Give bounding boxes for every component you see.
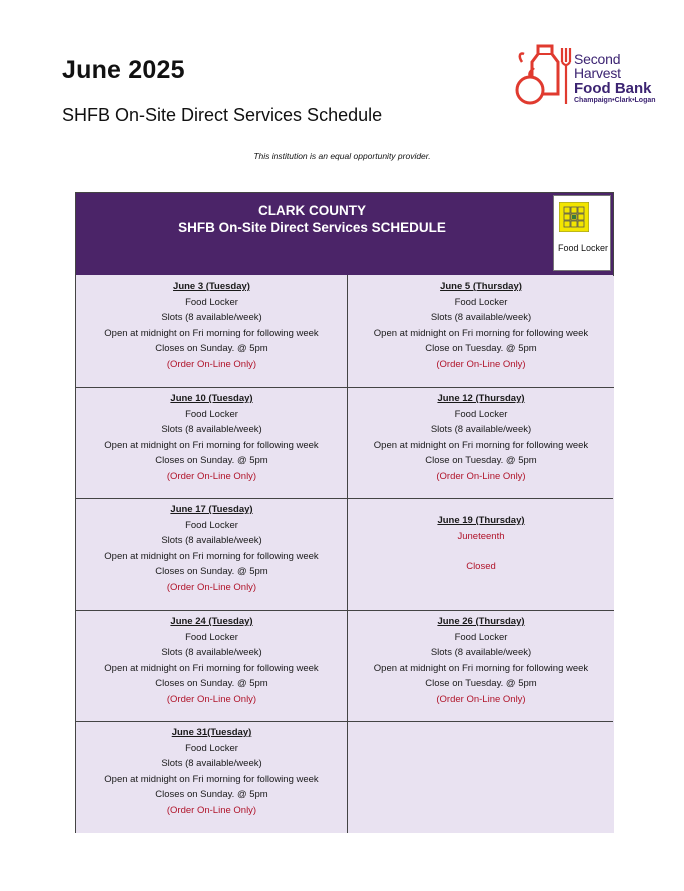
column-divider xyxy=(347,275,348,832)
logo-line-food-bank: Food Bank xyxy=(574,80,652,97)
schedule-line: Open at midnight on Fri morning for following week xyxy=(104,662,319,674)
schedule-line: Open at midnight on Fri morning for following week xyxy=(104,550,319,562)
order-online-note: (Order On-Line Only) xyxy=(436,470,526,482)
schedule-cell xyxy=(76,611,347,722)
schedule-date: June 24 (Tuesday) xyxy=(170,616,253,627)
schedule-line: Food Locker xyxy=(454,631,508,643)
apple-fork-milk-icon xyxy=(512,42,572,108)
schedule-cell xyxy=(348,499,614,610)
schedule-cell xyxy=(348,276,614,387)
schedule-line: Food Locker xyxy=(454,408,508,420)
logo-line-second: Second xyxy=(574,51,621,67)
schedule-line: Open at midnight on Fri morning for following week xyxy=(104,773,319,785)
schedule-line: Closes on Sunday. @ 5pm xyxy=(155,789,268,800)
schedule-cell xyxy=(76,276,347,387)
schedule-table xyxy=(75,192,614,833)
schedule-cell xyxy=(76,722,347,833)
schedule-line: Food Locker xyxy=(185,631,238,643)
document-subtitle: SHFB On-Site Direct Services Schedule xyxy=(62,105,383,125)
schedule-line: Food Locker xyxy=(454,296,508,308)
schedule-cell xyxy=(348,611,614,722)
schedule-date: June 5 (Thursday) xyxy=(440,281,522,292)
schedule-cell xyxy=(76,499,347,610)
schedule-line: Food Locker xyxy=(185,296,238,308)
schedule-line: Food Locker xyxy=(185,742,238,754)
closed-label: Closed xyxy=(466,561,496,572)
schedule-line: Closes on Sunday. @ 5pm xyxy=(155,566,268,577)
schedule-date: June 19 (Thursday) xyxy=(437,515,525,526)
schedule-line: Close on Tuesday. @ 5pm xyxy=(425,455,537,466)
food-bank-logo xyxy=(512,42,662,108)
logo-line-counties: Champaign•Clark•Logan xyxy=(574,97,656,104)
schedule-date: June 31(Tuesday) xyxy=(171,727,252,738)
order-online-note: (Order On-Line Only) xyxy=(166,470,257,482)
schedule-line: Slots (8 available/week) xyxy=(430,312,532,323)
schedule-date: June 17 (Tuesday) xyxy=(170,504,253,515)
schedule-line: Closes on Sunday. @ 5pm xyxy=(155,343,268,354)
schedule-cell xyxy=(76,388,347,499)
schedule-line: Open at midnight on Fri morning for following week xyxy=(373,439,589,451)
schedule-line: Closes on Sunday. @ 5pm xyxy=(155,678,268,689)
schedule-line: Close on Tuesday. @ 5pm xyxy=(425,678,537,689)
schedule-line: Open at midnight on Fri morning for following week xyxy=(373,662,589,674)
schedule-line: Slots (8 available/week) xyxy=(161,535,262,546)
schedule-line: Closes on Sunday. @ 5pm xyxy=(155,455,268,466)
schedule-date: June 26 (Thursday) xyxy=(437,616,525,627)
schedule-cell xyxy=(348,388,614,499)
schedule-line: Close on Tuesday. @ 5pm xyxy=(425,343,537,354)
schedule-date: June 10 (Tuesday) xyxy=(170,393,253,404)
order-online-note: (Order On-Line Only) xyxy=(166,693,257,705)
equal-opportunity-note: This institution is an equal opportunity provider. xyxy=(253,151,431,161)
schedule-line: Slots (8 available/week) xyxy=(161,424,262,435)
logo-line-harvest: Harvest xyxy=(574,65,621,81)
legend-label: Food Locker xyxy=(558,243,609,253)
schedule-line: Open at midnight on Fri morning for following week xyxy=(373,327,589,339)
month-title: June 2025 xyxy=(62,56,185,84)
holiday-name: Juneteenth xyxy=(457,530,505,542)
schedule-header xyxy=(76,193,613,275)
schedule-date: June 3 (Tuesday) xyxy=(173,281,250,292)
schedule-subtitle: SHFB On-Site Direct Services SCHEDULE xyxy=(178,220,446,235)
order-online-note: (Order On-Line Only) xyxy=(436,693,526,705)
schedule-line: Slots (8 available/week) xyxy=(161,647,262,658)
schedule-line: Slots (8 available/week) xyxy=(430,647,532,658)
order-online-note: (Order On-Line Only) xyxy=(166,804,257,816)
order-online-note: (Order On-Line Only) xyxy=(166,581,257,593)
schedule-line: Food Locker xyxy=(185,408,238,420)
schedule-line: Food Locker xyxy=(185,519,238,531)
food-locker-icon xyxy=(559,202,589,232)
schedule-cell xyxy=(348,722,614,833)
order-online-note: (Order On-Line Only) xyxy=(436,358,526,370)
schedule-line: Slots (8 available/week) xyxy=(430,424,532,435)
schedule-date: June 12 (Thursday) xyxy=(437,393,525,404)
schedule-line: Open at midnight on Fri morning for following week xyxy=(104,327,319,339)
legend xyxy=(553,195,611,271)
schedule-line: Slots (8 available/week) xyxy=(161,758,262,769)
order-online-note: (Order On-Line Only) xyxy=(166,358,257,370)
schedule-line: Slots (8 available/week) xyxy=(161,312,262,323)
county-title: CLARK COUNTY xyxy=(258,203,366,218)
schedule-line: Open at midnight on Fri morning for following week xyxy=(104,439,319,451)
